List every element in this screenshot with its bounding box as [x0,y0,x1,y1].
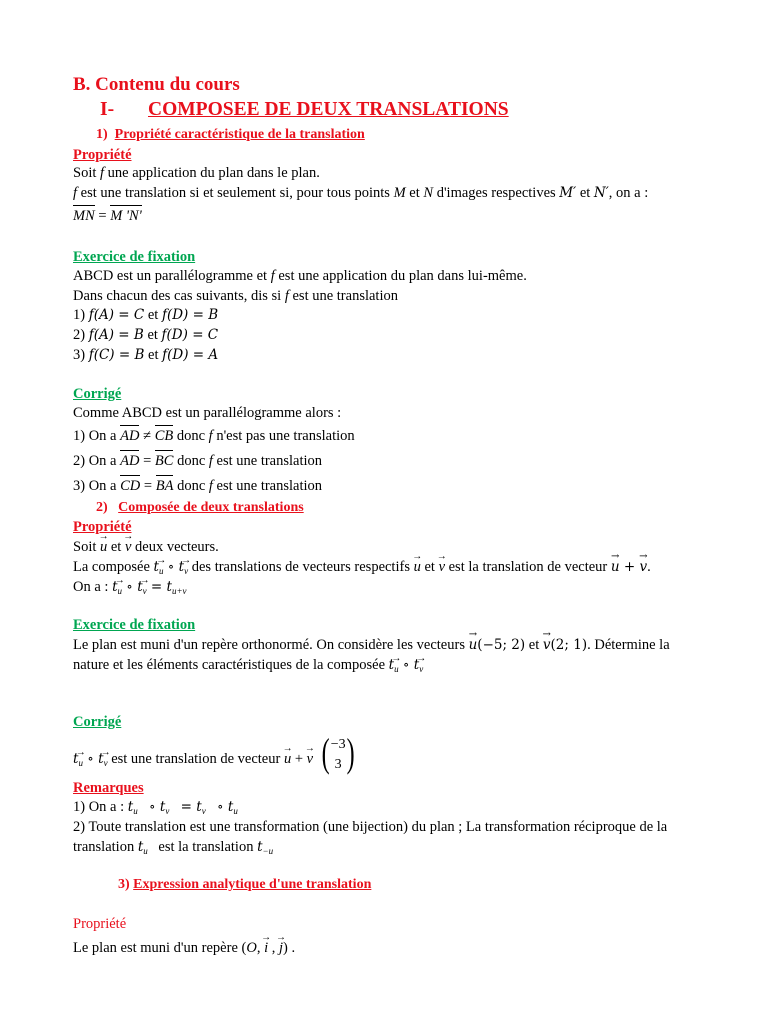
coord-x: −3 [330,737,346,752]
math: f(A) = B [88,327,144,343]
s2-line2 [73,558,651,580]
t-symbol: t [159,799,166,815]
vector-v: → v [439,558,445,576]
text: est une translation [212,453,323,469]
subsection-2-title: Composée de deux translations [118,500,304,515]
subsection-1-number: 1) [96,127,108,142]
text: et [525,637,543,653]
vector-BC: BC [154,453,174,469]
text: est une translation si et seulement si, pour tous points [77,185,394,201]
subsection-3-heading [118,876,371,894]
text: La composée [73,559,154,575]
vector-v: → v [640,558,648,576]
equals-sign: = [140,478,156,494]
vector-v: → v [543,636,551,654]
vector-v: → v [307,739,313,779]
f-symbol: f [100,165,105,181]
text: , on a : [608,185,649,201]
t-symbol: t [137,579,143,595]
sub-v: → v [419,660,423,678]
sub-u: → u [78,743,83,783]
text: est la translation [154,839,258,855]
text: 2) On a [73,453,121,469]
vector-u: → u [100,538,107,556]
math: f(A) = C [88,307,145,323]
text: On a : [73,579,113,595]
text: . [287,940,296,956]
text: 1) On a : [73,799,128,815]
ex1-case-3 [73,346,218,364]
equals-sign: = [146,579,167,595]
corrige-label-2: Corrigé [73,714,122,730]
not-equal-sign: ≠ [139,428,155,444]
sub-u: → u [159,562,164,580]
vector-j: → j [279,939,283,957]
text: 1) On a [73,428,121,444]
s1-line2 [73,184,648,202]
text: est la translation de vecteur [445,559,611,575]
vector-MN: MN [73,208,95,224]
vector-AD: AD [120,428,140,444]
t-symbol: t [73,750,79,767]
point-M-prime: M′ [559,185,577,201]
compose-op: ∘ [163,559,179,575]
math: f(D) = B [161,307,219,323]
section-title: B. Contenu du cours [73,74,240,95]
equals-sign: = [176,799,197,815]
sub-v: → v [104,743,108,783]
exercise-label-2: Exercice de fixation [73,617,196,633]
t-symbol: t [178,559,185,575]
corrige-label-1: Corrigé [73,386,122,402]
text: . Détermine la [587,637,670,653]
right-paren: ) [346,730,355,775]
vector-MpNp: M 'N' [110,208,142,224]
vector-u: → u [469,636,478,654]
ex1-case-2 [73,326,218,344]
text: 3) On a [73,478,121,494]
property-label-3: Propriété [73,916,127,932]
vector-u: → u [414,558,421,576]
exercise-label-1: Exercice de fixation [73,249,196,265]
u-coords: (−5; 2) [477,637,526,653]
f-symbol: f [73,185,78,201]
rem-line1: 1) On a : $t_{u⃗}$ ∘ $t_{v⃗} = t_{v⃗}$ ∘ $t_{u⃗}$ [73,799,245,816]
text: des translations de vecteurs respectifs [188,559,414,575]
text: et [144,347,163,363]
text: Soit [73,539,100,555]
compose-op: ∘ [82,750,99,767]
s2-line1 [73,538,219,556]
text: Soit [73,165,100,181]
text: donc [173,478,209,494]
s2-line3 [73,578,187,600]
text: nature et les éléments caractéristiques de la composée [73,657,389,673]
sub-u: → u [394,660,399,678]
text: est une translation [288,288,398,304]
t-symbol: t [127,799,134,815]
text: et [144,307,162,323]
text: donc [173,453,209,469]
property-label-2: Propriété [73,519,132,535]
equals-sign: = [139,453,155,469]
math: f(C) = B [88,347,145,363]
text: translation [73,839,138,855]
text: et [405,185,424,201]
sub-v: → v [184,562,188,580]
sub-v: → v [143,582,147,600]
subsection-2-number: 2) [96,500,108,515]
part-title: COMPOSEE DE DEUX TRANSLATIONS [148,99,509,120]
vector-CB: CB [154,428,174,444]
t-symbol: t [413,657,420,673]
f-symbol: f [270,268,275,284]
point-M: M [393,185,406,201]
vector-AD: AD [120,453,140,469]
point-N-prime: N′ [593,185,609,201]
text: donc [173,428,209,444]
sub-u-plus-v: u+v [171,586,187,596]
t-symbol: t [112,579,118,595]
text: une application du plan dans le plan. [104,165,320,181]
vector-v: → v [125,538,131,556]
f-symbol: f [208,428,213,444]
part-number: I- [100,99,115,120]
subsection-2-heading [96,499,304,517]
t-symbol: t [153,559,159,575]
vector-u: → u [284,739,291,779]
text: et [576,185,594,201]
cor1-r3 [73,477,322,495]
t-symbol: t [98,750,104,767]
vector-i: → i [264,939,268,957]
origin-O: O [246,940,257,956]
plus-sign: + [619,559,640,575]
point-N: N [423,185,434,201]
t-symbol: t [196,799,202,815]
sub-u: → u [118,582,123,600]
compose-op: ∘ [212,799,228,815]
text: est une translation de vecteur [107,750,284,767]
equals-sign: = [94,208,111,224]
cor1-r2 [73,452,322,470]
subsection-3-title: Expression analytique d'une translation [133,877,372,892]
subsection-1-heading [96,126,365,144]
s3-line1: Le plan est muni d'un repère (O, → i , → j) . [73,939,295,957]
rem-line3: translation $t_{u⃗}$ est la translation $t_{-u}$ [73,839,274,856]
t-symbol: t [257,839,263,855]
property-label-1: Propriété [73,147,132,163]
subsection-3-number: 3) [118,877,130,892]
ex2-line2 [73,656,423,678]
column-vector [321,730,356,784]
v-coords: (2; 1) [550,637,588,653]
f-symbol: f [208,453,213,469]
text: n'est pas une translation [212,428,355,444]
vector-CD: CD [120,478,141,494]
t-symbol: t [137,839,144,855]
compose-op: ∘ [122,579,138,595]
subsection-1-title: Propriété caractéristique de la translation [114,127,365,142]
vector-u: → u [611,558,620,576]
left-paren: ( [321,730,330,775]
text: Le plan est muni d'un repère [73,940,242,956]
compose-op: ∘ [144,799,160,815]
math: f(D) = A [162,347,219,363]
text: ABCD est un parallélogramme et [73,268,271,284]
rem-line2: 2) Toute translation est une transformation (une bijection) du plan ; La transformation réciproque de la [73,819,668,835]
plus-sign: + [291,750,307,767]
cor1-r1 [73,427,355,445]
text: et [420,559,439,575]
vector-equality [73,207,142,225]
ex2-line1 [73,636,670,654]
ex1-line1 [73,267,527,285]
text: deux vecteurs. [131,539,219,555]
cor1-intro: Comme ABCD est un parallélogramme alors : [73,405,342,421]
t-symbol: t [388,657,395,673]
sub-neg-u: −u [262,846,274,856]
text: Le plan est muni d'un repère orthonormé. On considère les vecteurs [73,637,469,653]
vector-BA: BA [155,478,174,494]
cor2-line [73,730,356,784]
text: Dans chacun des cas suivants, dis si [73,288,285,304]
text: 1) [73,307,89,323]
f-symbol: f [208,478,213,494]
s1-line1 [73,164,320,182]
compose-op: ∘ [398,657,414,673]
text: 2) [73,327,89,343]
text: d'images respectives [433,185,560,201]
t-symbol: t [227,799,234,815]
ex1-line2 [73,287,398,305]
coord-y: 3 [334,757,342,772]
text: est une translation [212,478,323,494]
f-symbol: f [284,288,289,304]
t-symbol: t [166,579,172,595]
text: 3) [73,347,89,363]
text: est une application du plan dans lui-même. [274,268,527,284]
text: et [143,327,162,343]
remarks-label: Remarques [73,780,144,796]
text: . [647,559,651,575]
math: f(D) = C [161,327,219,343]
text: et [107,539,125,555]
ex1-case-1 [73,306,218,324]
